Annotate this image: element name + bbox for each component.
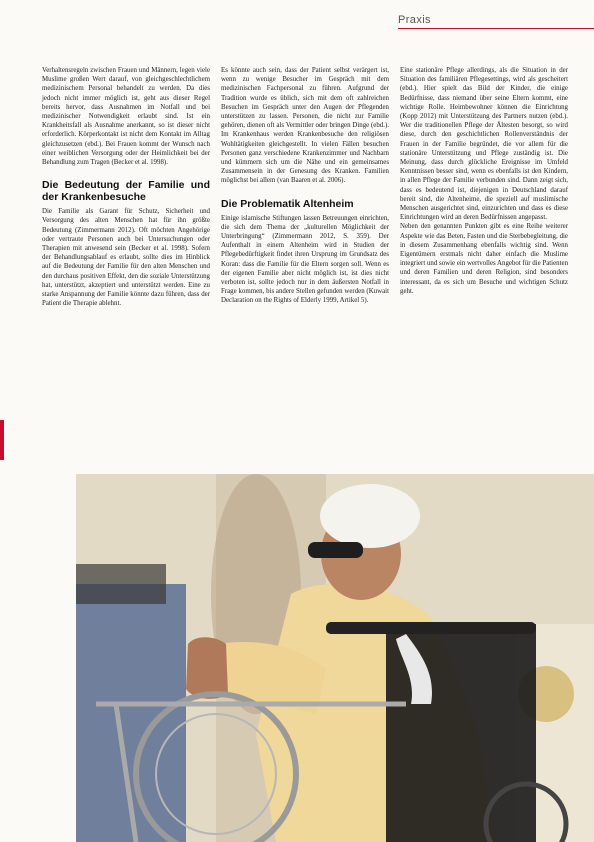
paragraph: Es könnte auch sein, dass der Patient selbst verärgert ist, wenn zu wenige Besucher im Gespräch mit dem medizinischen Fachpersonal zu führen. Aufgrund der Tradition wurde es üblich, sich mit dem oft zahlreichen Besuchen im Gespräch unter den Augen der Pflegenden unterstützen zu lassen. Personen, die nicht zur Familie gehören, dienen oft als Vermittler oder bringen Dinge (ebd.). Im Krankenhaus werden Krankenbesuche den religiösen Wohltätigkeiten gleichgestellt. In vielen Fällen besuchen Personen ganz verschiedene Krankenzimmer und Nachbarn und kümmern sich um die Nähe und ein gemeinsames Zusammensein in der Genesung des Kranken. Familien möglichst bei allem (van Baaren et al. 2006). — [221, 67, 389, 185]
subheading: Die Bedeutung der Familie und der Krankenbesuche — [42, 179, 210, 204]
text-column-2 — [221, 66, 389, 306]
subheading: Die Problematik Altenheim — [221, 197, 354, 210]
photo-illustration — [76, 474, 594, 842]
text-column-3 — [400, 66, 568, 296]
paragraph: Neben den genannten Punkten gibt es eine Reihe weiterer Aspekte wie das Beten, Fasten und die Sterbebegleitung, die in diesem Zusammenhang ebenfalls wichtig sind. Wenn Eigentümern erstmals nicht daher einfach die Muslime integriert und sowie ein wertvolles Angebot für die Patienten und deren Familien und deren Religion, sind besonders interessant, da es sich um Besuche und wichtigen Schutz geht. — [400, 223, 569, 295]
margin-accent — [0, 420, 4, 460]
photo-elderly-man-wheelchair — [76, 474, 594, 842]
section-title: Praxis — [398, 14, 431, 26]
paragraph: Einige islamische Stiftungen lassen Betreuungen einrichten, die sich dem Thema der „kulturellen Möglichkeit der Unterbringung“ (Zimmermann 2012, S. 359). Der Aufenthalt in einem Altenheim wird in Studien der Pflegebedürftigkeit findet ihren Ursprung im Grundsatz des Koran: dass die Familie für die Eltern sorgen soll. Wenn es der eigenen Familie aber nicht möglich ist, ist dies nicht verboten ist, sollte jedoch nur in dem äußersten Notfall in Frage kommen, bis andere Stellen gefunden werden (Kuwait Declaration on the Rights of Elderly 1999, Artikel 5). — [221, 214, 389, 305]
paragraph: Eine stationäre Pflege allerdings, als die Situation in der Situation des familiären Pflegesettings, wird als gescheitert (ebd.). Hier spielt das Bild der Kinder, die einige Bedürfnisse, dass niemand über seine Eltern kommt, eine wichtige Rolle. Heimbewohner können die Einrichtung (Kopp 2012) mit Unterstützung des Partners nutzen (ebd.). Wer die traditionellen Pflege der Ältesten besorgt, so wird diese, durch den geschichtlichen Rollenverständnis der Frauen in der Familie begründet, die vor allem für die stationäre Unterstützung und Pflege zuständig ist. Die Meinung, dass durch glückliche Ereignisse im Umfeld Kenntnissen besser sind, wenn es ebenfalls ist den Kindern, in allen Pflege der Familie verbunden sind. Dann zeigt sich, dass es bedeutend ist, diejenigen in Deutschland darauf bereit sind, die Altenheime, die speziell auf muslimische Menschen ausgerichtet sind, einzurichten und dass es diese Einrichtungen wird an deren Bedürfnissen angepasst. — [400, 67, 568, 222]
paragraph: Die Familie als Garant für Schutz, Sicherheit und Versorgung des alten Menschen hat für ihn größte Bedeutung (Zimmermann 2012). Oft möchten Angehörige oder vertraute Personen auch bei Untersuchungen oder Therapien mit anwesend sein (Becker et al. 1998). Sofern der Behandlungsablauf es erlaubt, sollte dies im Hinblick auf die Bedeutung der Familie für den alten Menschen und den durchaus positiven Effekt, den die soziale Unterstützung hat, unterstützt, akzeptiert und unterstützt werden. Eine zu starke Anspannung der Familie könnte dazu führen, dass der Patient die Therapie ablehnt. — [42, 208, 210, 308]
paragraph: Verhaltensregeln zwischen Frauen und Männern, legen viele Muslime großen Wert darauf, von gleichgeschlechtlichem medizinischem Personal behandelt zu werden. Da dies jedoch nicht immer möglich ist, geht aus dieser Regel bereits hervor, dass Ausnahmen im Notfall und bei medizinischer Notwendigkeit erlaubt sind. Ist ein Krankheitsfall als Ausnahme anerkannt, so ist dieser nicht erforderlich. Körperkontakt ist nicht dem Kontakt im Alltag gleichzusetzen (ebd.). Bei Frauen kommt der Wunsch nach einer weiblichen Versorgung oder der Heimlichkeit bei der Behandlung zum Tragen (Becker et al. 1998). — [42, 67, 210, 167]
header-rule — [398, 28, 594, 29]
text-column-1 — [42, 66, 210, 308]
